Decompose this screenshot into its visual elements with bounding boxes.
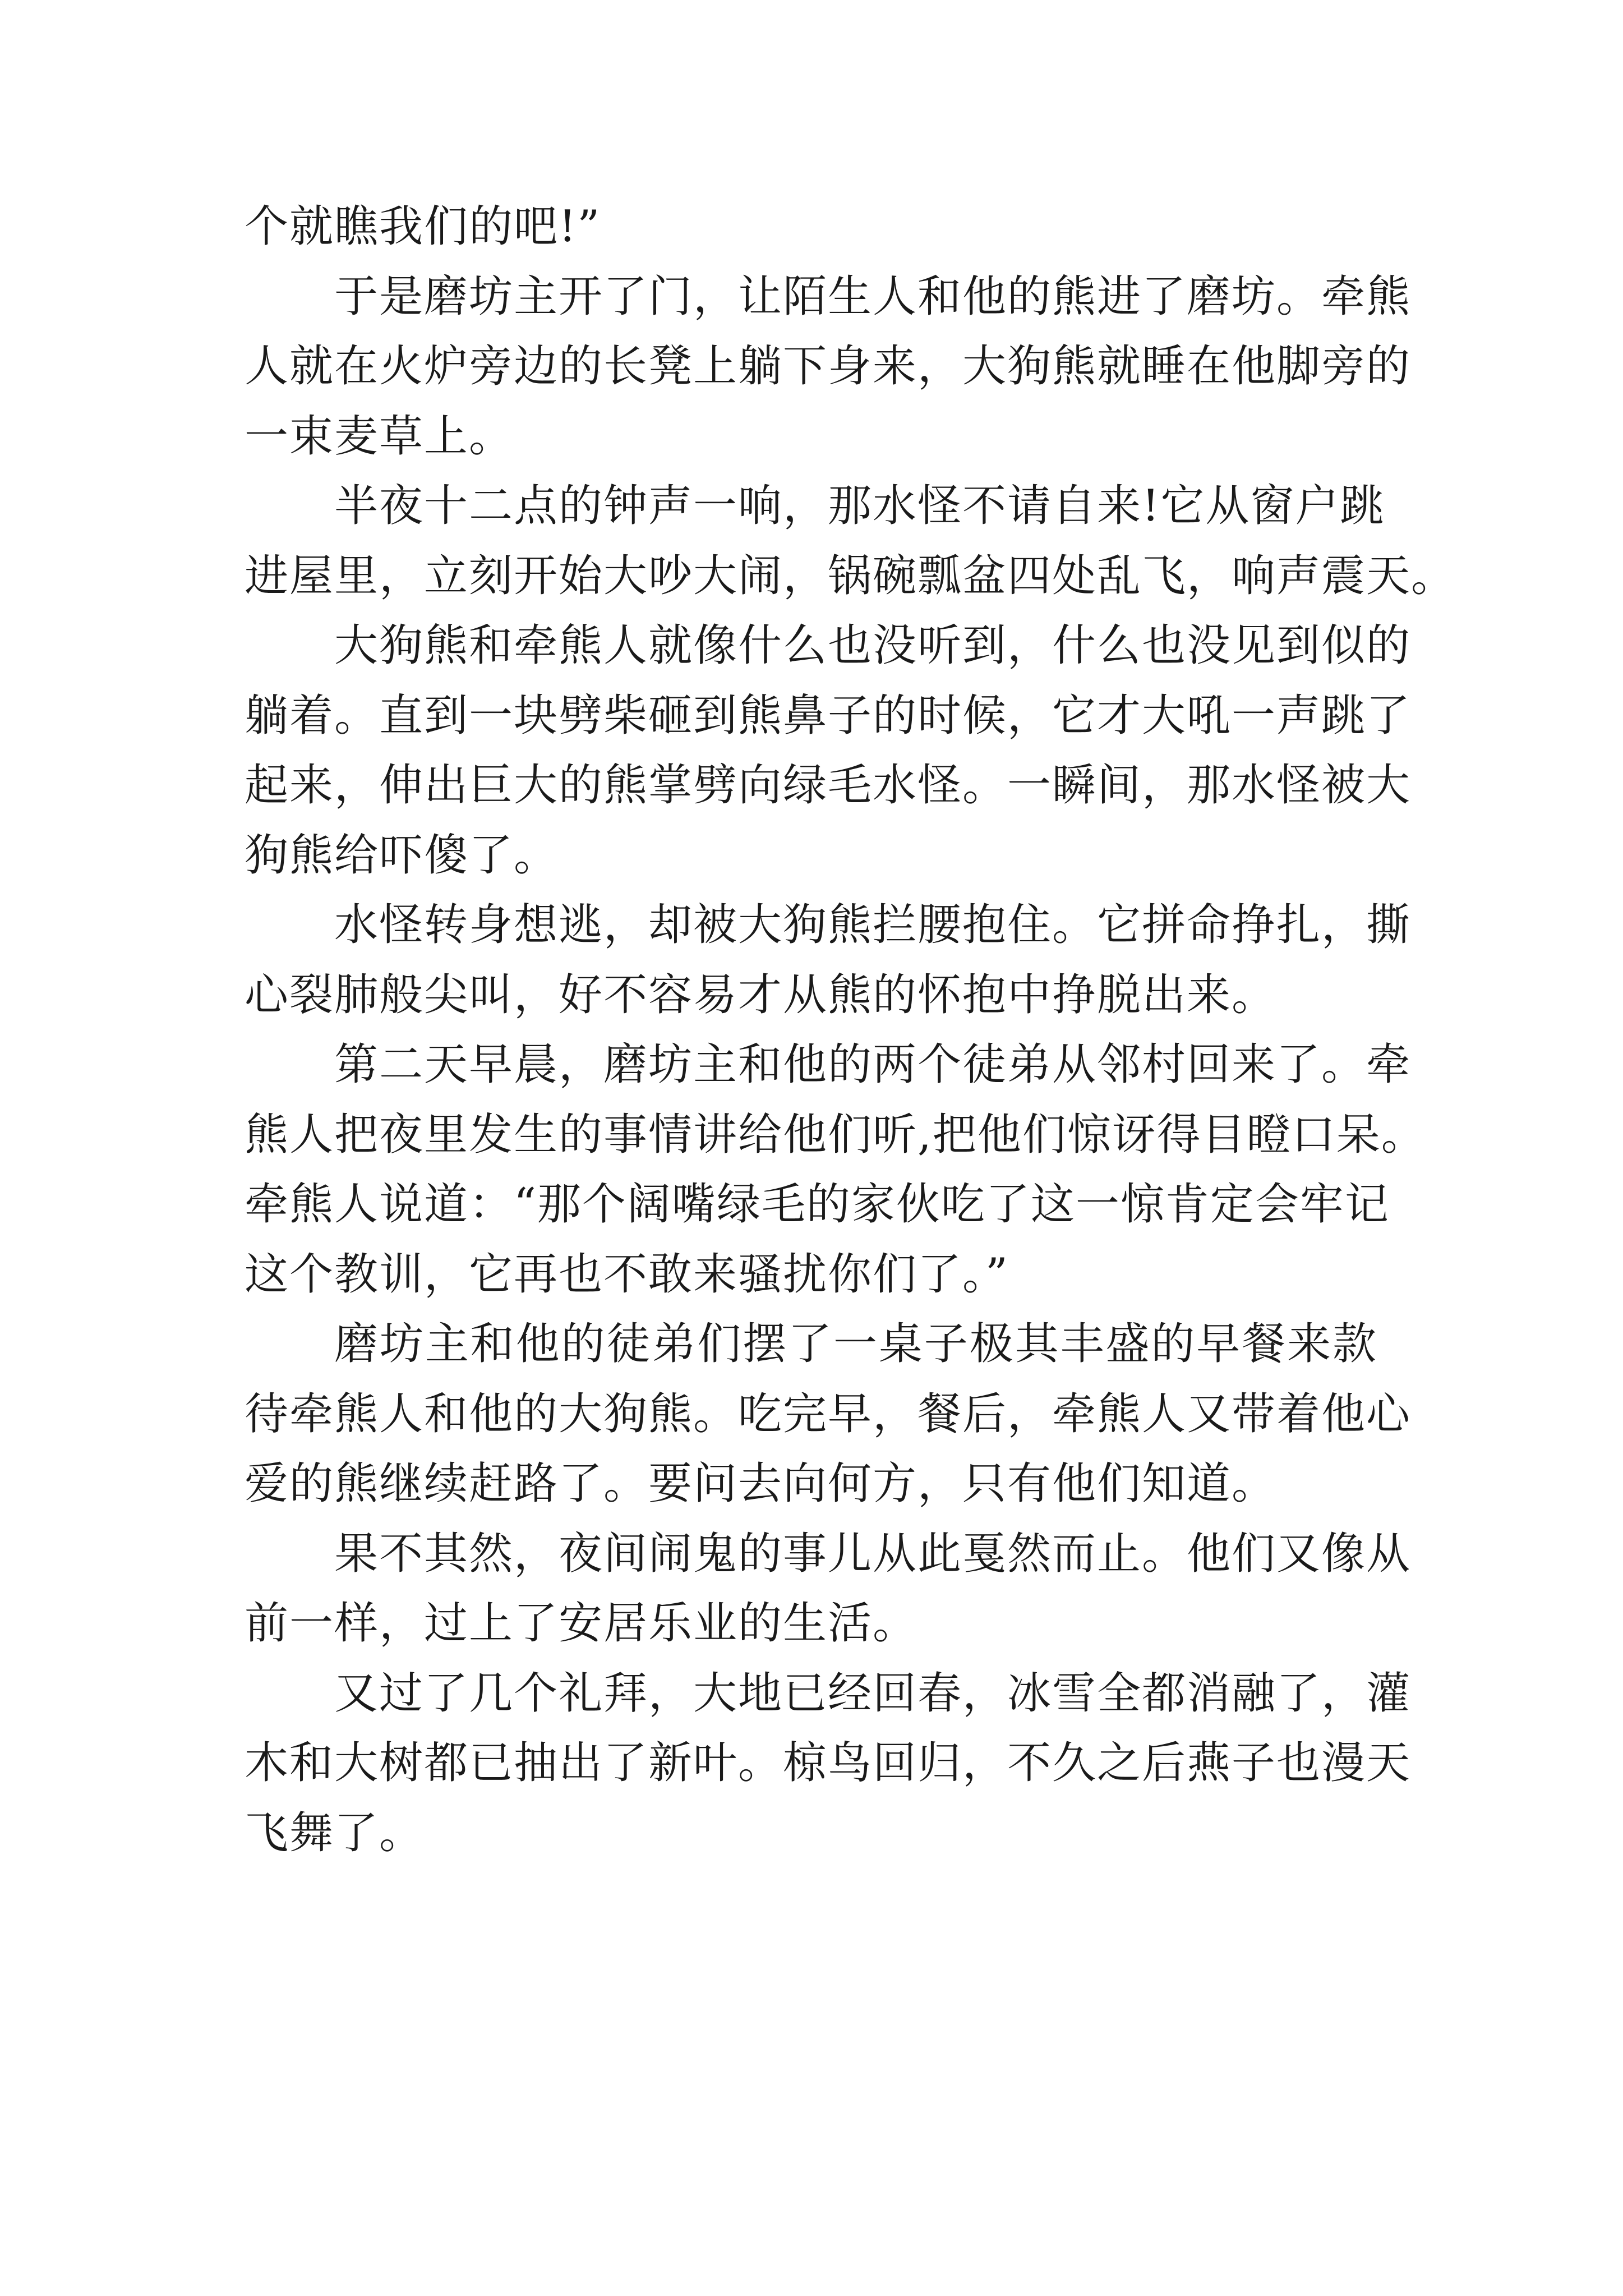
text-line: 这个教训，它再也不敢来骚扰你们了。” bbox=[245, 1249, 1009, 1300]
text-line: 木和大树都已抽出了新叶。椋鸟回归，不久之后燕子也漫天 bbox=[245, 1738, 1412, 1788]
text-line: 人就在火炉旁边的长凳上躺下身来，大狗熊就睡在他脚旁的 bbox=[245, 341, 1412, 392]
text-line: 爱的熊继续赶路了。要问去向何方，只有他们知道。 bbox=[245, 1458, 1277, 1509]
text-line: 前一样，过上了安居乐业的生活。 bbox=[245, 1598, 918, 1649]
text-line: 进屋里，立刻开始大吵大闹，锅碗瓢盆四处乱飞，响声震天。 bbox=[245, 550, 1456, 601]
text-line: 第二天早晨，磨坊主和他的两个徒弟从邻村回来了。牵 bbox=[334, 1039, 1412, 1090]
text-line: 个就瞧我们的吧!” bbox=[245, 201, 601, 252]
text-line: 飞舞了。 bbox=[245, 1807, 425, 1858]
text-line: 躺着。直到一块劈柴砸到熊鼻子的时候，它才大吼一声跳了 bbox=[245, 690, 1412, 741]
text-line: 牵熊人说道：“那个阔嘴绿毛的家伙吃了这一惊肯定会牢记 bbox=[245, 1179, 1390, 1230]
text-line: 果不其然，夜间闹鬼的事儿从此戛然而止。他们又像从 bbox=[334, 1528, 1412, 1579]
text-line: 一束麦草上。 bbox=[245, 411, 514, 462]
text-line: 待牵熊人和他的大狗熊。吃完早，餐后，牵熊人又带着他心 bbox=[245, 1388, 1412, 1439]
story-text bbox=[245, 192, 1456, 1868]
text-line: 起来，伸出巨大的熊掌劈向绿毛水怪。一瞬间，那水怪被大 bbox=[245, 760, 1412, 811]
text-line: 狗熊给吓傻了。 bbox=[245, 830, 559, 881]
text-line: 水怪转身想逃，却被大狗熊拦腰抱住。它拼命挣扎，撕 bbox=[334, 900, 1412, 950]
text-line: 心裂肺般尖叫，好不容易才从熊的怀抱中挣脱出来。 bbox=[245, 969, 1277, 1020]
text-line: 半夜十二点的钟声一响，那水怪不请自来!它从窗户跳 bbox=[334, 481, 1385, 531]
text-line: 熊人把夜里发生的事情讲给他们听,把他们惊讶得目瞪口呆。 bbox=[245, 1109, 1426, 1160]
text-line: 又过了几个礼拜，大地已经回春，冰雪全都消融了，灌 bbox=[334, 1668, 1412, 1719]
text-line: 于是磨坊主开了门，让陌生人和他的熊进了磨坊。牵熊 bbox=[334, 271, 1412, 322]
text-line: 磨坊主和他的徒弟们摆了一桌子极其丰盛的早餐来款 bbox=[334, 1319, 1377, 1369]
text-line: 大狗熊和牵熊人就像什么也没听到，什么也没见到似的 bbox=[334, 620, 1412, 671]
